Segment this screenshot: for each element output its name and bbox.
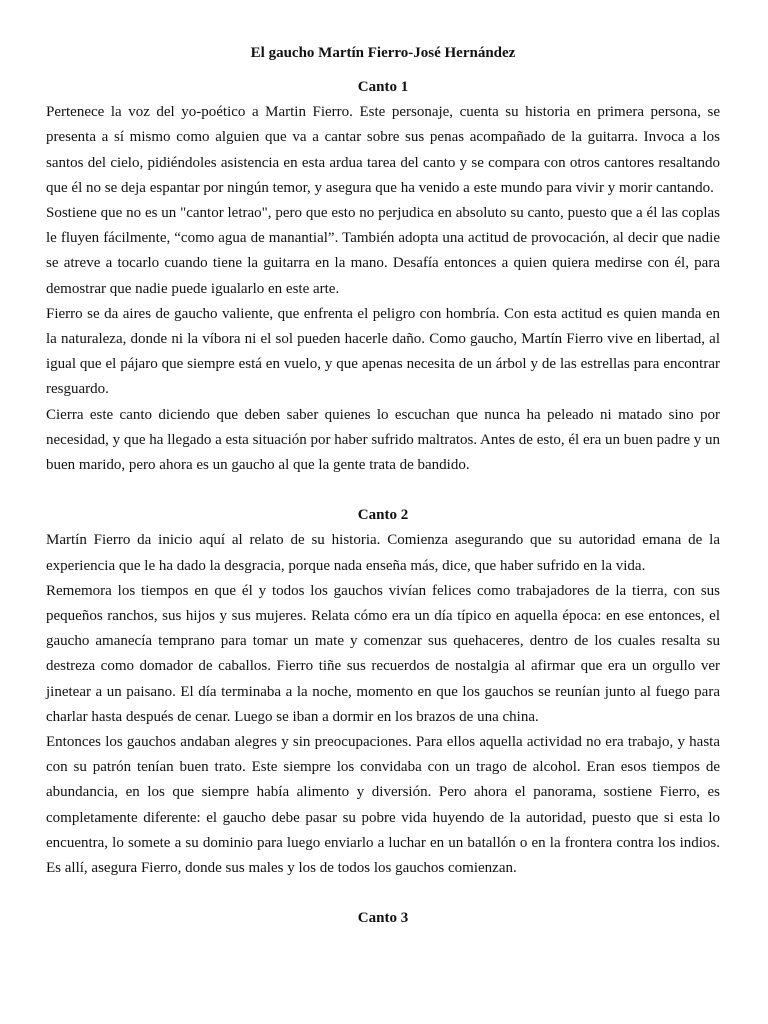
document-title: El gaucho Martín Fierro-José Hernández (250, 45, 516, 61)
canto-section-1 (46, 75, 720, 478)
paragraph: Pertenece la voz del yo-poético a Martin Fierro. Este personaje, cuenta su historia en primera persona, se presenta a sí mismo como alguien que va a cantar sobre sus penas acompañado de la guitarra. Invoca a los santos del cielo, pidiéndoles asistencia en esta ardua tarea del canto y se compara con otros cantores resaltando que él no se deja espantar por ningún temor, y asegura que ha venido a este mundo para vivir y morir cantando. (46, 104, 720, 196)
paragraph: Entonces los gauchos andaban alegres y sin preocupaciones. Para ellos aquella actividad no era trabajo, y hasta con su patrón tenían buen trato. Este siempre los convidaba con un trago de alcohol. Eran esos tiempos de abundancia, en los que siempre había alimento y diversión. Pero ahora el panorama, sostiene Fierro, es completamente diferente: el gaucho debe pasar su pobre vida huyendo de la autoridad, puesto que si esta lo encuentra, lo somete a su dominio para luego enviarlo a luchar en un batallón o en la frontera contra los indios. Es allí, asegura Fierro, donde sus males y los de todos los gauchos comienzan. (46, 734, 720, 877)
paragraph: Martín Fierro da inicio aquí al relato de su historia. Comienza asegurando que su autoridad emana de la experiencia que le ha dado la desgracia, porque nada enseña más, dice, que haber sufrido en la vida. (46, 532, 720, 574)
document-page (46, 42, 720, 932)
paragraph: Rememora los tiempos en que él y todos los gauchos vivían felices como trabajadores de la tierra, con sus pequeños ranchos, sus hijos y sus mujeres. Relata cómo era un día típico en aquella época: en ese entonces, el gaucho amanecía temprano para tomar un mate y comenzar sus quehaceres, dentro de los cuales resalta su destreza como domador de caballos. Fierro tiñe sus recuerdos de nostalgia al afirmar que era un orgullo ver jinetear a un paisano. El día terminaba a la noche, momento en que los gauchos se reunían junto al fuego para charlar hasta después de cenar. Luego se iban a dormir en los brazos de una china. (46, 582, 720, 725)
canto-heading: Canto 1 (357, 79, 409, 95)
canto-section-2 (46, 503, 720, 881)
paragraph: Cierra este canto diciendo que deben saber quienes lo escuchan que nunca ha peleado ni matado sino por necesidad, y que ha llegado a esta situación por haber sufrido maltratos. Antes de esto, él era un buen padre y un buen marido, pero ahora es un gaucho al que la gente trata de bandido. (46, 406, 720, 474)
canto-section-3 (46, 906, 720, 931)
paragraph: Fierro se da aires de gaucho valiente, que enfrenta el peligro con hombría. Con esta actitud es quien manda en la naturaleza, donde ni la víbora ni el sol pueden hacerle daño. Como gaucho, Martín Fierro vive en libertad, al igual que el pájaro que siempre está en vuelo, y que apenas necesita de un árbol y de las estrellas para encontrar resguardo. (46, 305, 720, 398)
canto-heading: Canto 2 (357, 507, 409, 524)
canto-heading: Canto 3 (357, 910, 409, 927)
paragraph: Sostiene que no es un "cantor letrao", pero que esto no perjudica en absoluto su canto, puesto que a él las coplas le fluyen fácilmente, “como agua de manantial”. También adopta una actitud de provocación, al decir que nadie se atreve a tocarlo cuando tiene la guitarra en la mano. Desafía entonces a quien quiera medirse con él, para demostrar que nadie puede igualarlo en este arte. (46, 205, 720, 297)
